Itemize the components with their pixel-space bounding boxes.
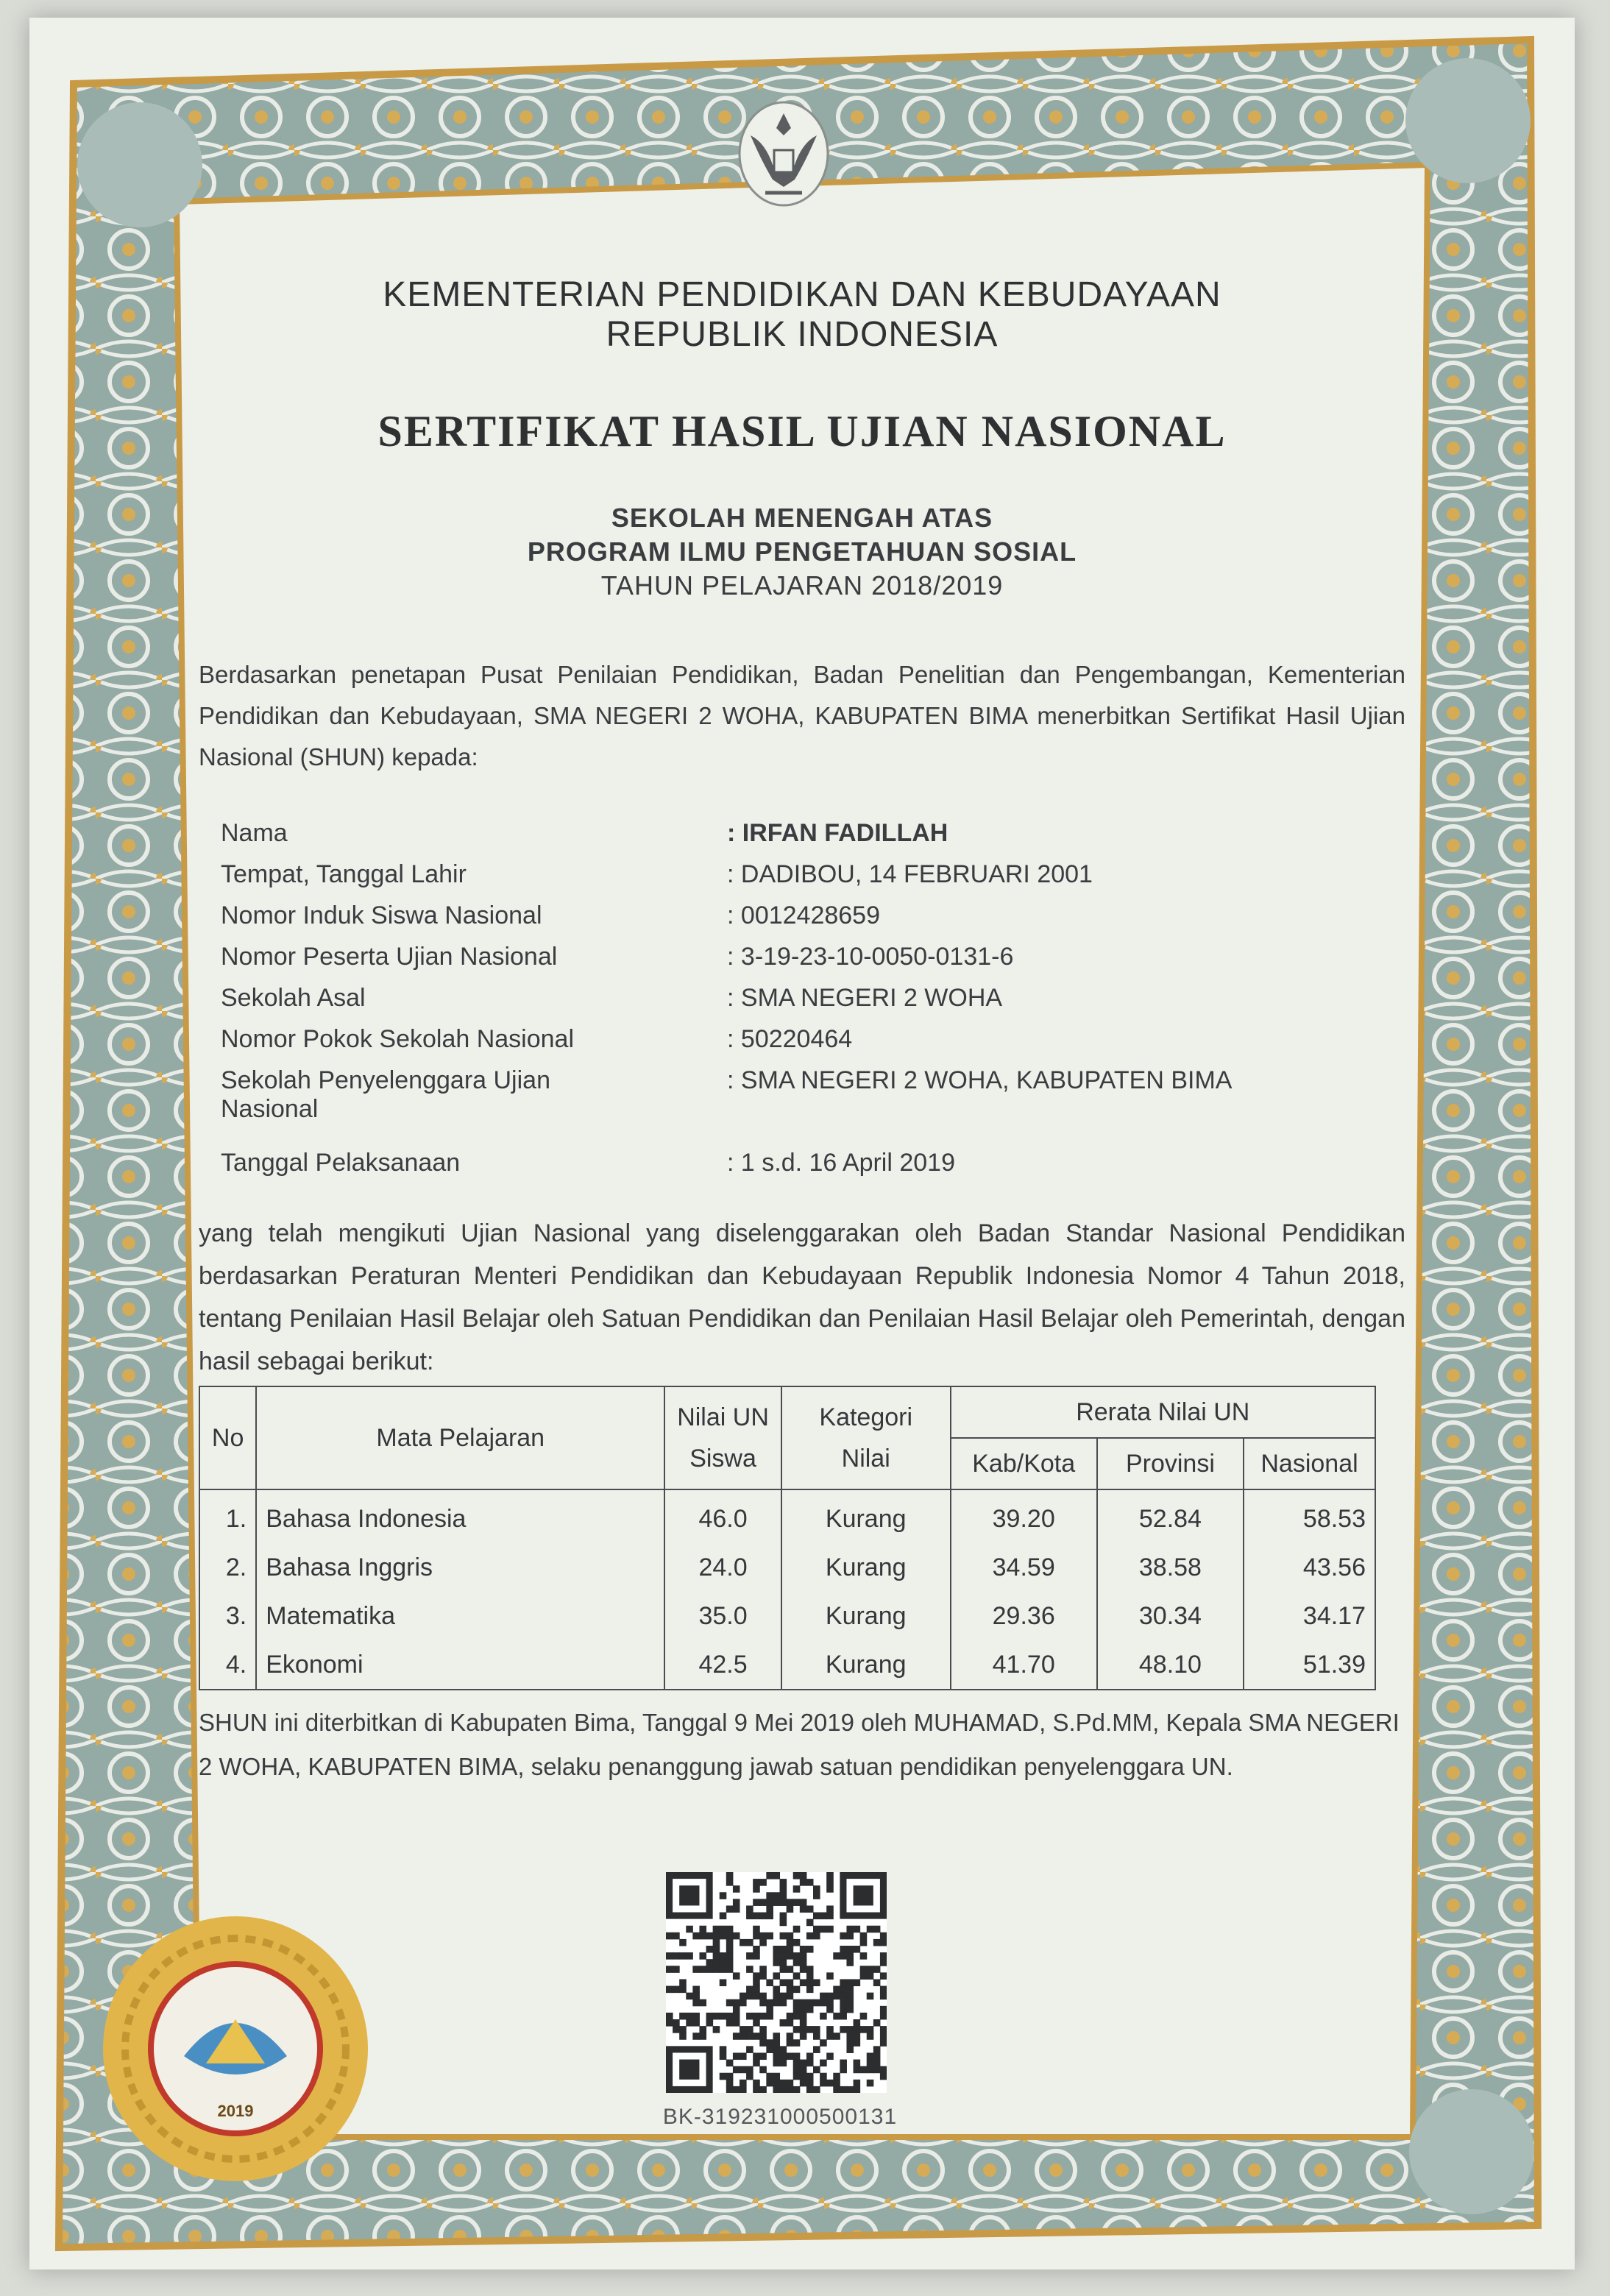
col-student-score-line2: Siswa <box>689 1445 756 1473</box>
ministry-seal-icon <box>96 1909 375 2189</box>
seal-year: 2019 <box>217 2102 254 2120</box>
row-category: Kurang <box>781 1543 951 1592</box>
row-kab: 39.20 <box>951 1489 1097 1543</box>
identity-value: : SMA NEGERI 2 WOHA, KABUPATEN BIMA <box>727 1066 1233 1094</box>
identity-row <box>221 1149 1232 1190</box>
student-identity-table <box>221 819 1232 1190</box>
study-program: PROGRAM ILMU PENGETAHUAN SOSIAL <box>527 536 1077 567</box>
row-no: 4. <box>199 1640 256 1690</box>
identity-label: Nomor Peserta Ujian Nasional <box>221 943 558 971</box>
birth-place-date: DADIBOU, 14 FEBRUARI 2001 <box>740 860 1093 888</box>
identity-label: Sekolah Penyelenggara Ujian Nasional <box>221 1066 550 1123</box>
col-subject: Mata Pelajaran <box>256 1386 664 1489</box>
identity-value: : 0012428659 <box>727 901 880 929</box>
row-prov: 52.84 <box>1097 1489 1244 1543</box>
identity-label: Sekolah Asal <box>221 984 366 1012</box>
identity-row <box>221 860 1232 901</box>
ministry-heading <box>199 275 1405 355</box>
organizer-school-value: SMA NEGERI 2 WOHA, KABUPATEN BIMA <box>740 1066 1233 1094</box>
row-no: 1. <box>199 1489 256 1543</box>
ministry-line-1: KEMENTERIAN PENDIDIKAN DAN KEBUDAYAAN <box>383 275 1221 314</box>
certificate-content <box>199 99 1405 1789</box>
identity-row <box>221 1066 1232 1149</box>
col-kab-kota: Kab/Kota <box>951 1438 1097 1489</box>
certificate-title: SERTIFIKAT HASIL UJIAN NASIONAL <box>377 407 1227 456</box>
row-subject: Bahasa Indonesia <box>256 1489 664 1543</box>
intro-paragraph: Berdasarkan penetapan Pusat Penilaian Pendidikan, Badan Penelitian dan Pengembangan, Kementerian Pendidikan dan Kebudayaan, SMA NEGERI 2 WOHA, KABUPATEN BIMA menerbitkan Sertifikat Hasil Ujian Nasional (SHUN) kepada: <box>199 661 1405 770</box>
identity-value: : SMA NEGERI 2 WOHA <box>727 984 1003 1012</box>
identity-label: Nomor Induk Siswa Nasional <box>221 901 542 929</box>
identity-label: Nomor Pokok Sekolah Nasional <box>221 1025 575 1053</box>
col-average-group: Rerata Nilai UN <box>951 1386 1375 1438</box>
result-intro-paragraph: yang telah mengikuti Ujian Nasional yang diselenggarakan oleh Badan Standar Nasional Pendidikan berdasarkan Peraturan Menteri Pendidikan dan Kebudayaan Republik Indonesia Nomor 4 Tahun 2018, tentang Penilaian Hasil Belajar oleh Satuan Pendidikan dan Penilaian Hasil Belajar oleh Pemerintah, dengan hasil sebagai berikut: <box>199 1219 1405 1375</box>
row-category: Kurang <box>781 1592 951 1640</box>
col-category-line1: Kategori <box>819 1403 913 1431</box>
row-nas: 34.17 <box>1244 1592 1375 1640</box>
col-student-score <box>664 1386 781 1489</box>
identity-row <box>221 943 1232 984</box>
table-row <box>199 1543 1375 1592</box>
qr-code-icon <box>666 1872 887 2093</box>
row-prov: 38.58 <box>1097 1543 1244 1592</box>
identity-value: : 1 s.d. 16 April 2019 <box>727 1149 955 1177</box>
row-nas: 58.53 <box>1244 1489 1375 1543</box>
row-kab: 34.59 <box>951 1543 1097 1592</box>
row-score: 42.5 <box>664 1640 781 1690</box>
table-row <box>199 1640 1375 1690</box>
serial-number: BK-319231000500131 <box>662 2105 898 2129</box>
row-subject: Matematika <box>256 1592 664 1640</box>
row-category: Kurang <box>781 1640 951 1690</box>
identity-label: Tanggal Pelaksanaan <box>221 1149 461 1177</box>
row-score: 35.0 <box>664 1592 781 1640</box>
col-no: No <box>199 1386 256 1489</box>
row-no: 3. <box>199 1592 256 1640</box>
identity-row <box>221 1025 1232 1066</box>
identity-row <box>221 901 1232 943</box>
row-nas: 43.56 <box>1244 1543 1375 1592</box>
col-nasional: Nasional <box>1244 1438 1375 1489</box>
row-kab: 41.70 <box>951 1640 1097 1690</box>
col-category <box>781 1386 951 1489</box>
row-kab: 29.36 <box>951 1592 1097 1640</box>
identity-label: Nama <box>221 819 288 847</box>
row-prov: 30.34 <box>1097 1592 1244 1640</box>
npsn-value: 50220464 <box>740 1025 853 1053</box>
row-prov: 48.10 <box>1097 1640 1244 1690</box>
identity-value: : 50220464 <box>727 1025 853 1053</box>
certificate-sheet <box>29 18 1575 2270</box>
row-score: 46.0 <box>664 1489 781 1543</box>
row-subject: Bahasa Inggris <box>256 1543 664 1592</box>
exam-number-value: 3-19-23-10-0050-0131-6 <box>740 943 1014 971</box>
row-no: 2. <box>199 1543 256 1592</box>
col-category-line2: Nilai <box>841 1445 890 1473</box>
row-nas: 51.39 <box>1244 1640 1375 1690</box>
col-provinsi: Provinsi <box>1097 1438 1244 1489</box>
ministry-line-2: REPUBLIK INDONESIA <box>606 315 999 354</box>
col-student-score-line1: Nilai UN <box>677 1403 769 1431</box>
identity-value: : IRFAN FADILLAH <box>727 819 948 847</box>
identity-row <box>221 819 1232 860</box>
identity-value: : DADIBOU, 14 FEBRUARI 2001 <box>727 860 1093 888</box>
row-category: Kurang <box>781 1489 951 1543</box>
nisn-value: 0012428659 <box>740 901 880 929</box>
closing-paragraph: SHUN ini diterbitkan di Kabupaten Bima, Tanggal 9 Mei 2019 oleh MUHAMAD, S.Pd.MM, Kepala SMA NEGERI 2 WOHA, KABUPATEN BIMA, selaku penanggung jawab satuan pendidikan penyelenggara UN. <box>199 1709 1400 1780</box>
score-table <box>199 1386 1376 1690</box>
row-subject: Ekonomi <box>256 1640 664 1690</box>
identity-value: : 3-19-23-10-0050-0131-6 <box>727 943 1014 971</box>
qr-code <box>666 1872 887 2093</box>
exam-date-value: 1 s.d. 16 April 2019 <box>740 1149 955 1177</box>
identity-row <box>221 984 1232 1025</box>
student-name: IRFAN FADILLAH <box>742 819 948 847</box>
academic-year: TAHUN PELAJARAN 2018/2019 <box>600 570 1004 600</box>
origin-school-value: SMA NEGERI 2 WOHA <box>740 984 1003 1012</box>
table-row <box>199 1489 1375 1543</box>
table-row <box>199 1592 1375 1640</box>
row-score: 24.0 <box>664 1543 781 1592</box>
school-level: SEKOLAH MENENGAH ATAS <box>611 503 993 533</box>
identity-label: Tempat, Tanggal Lahir <box>221 860 467 888</box>
